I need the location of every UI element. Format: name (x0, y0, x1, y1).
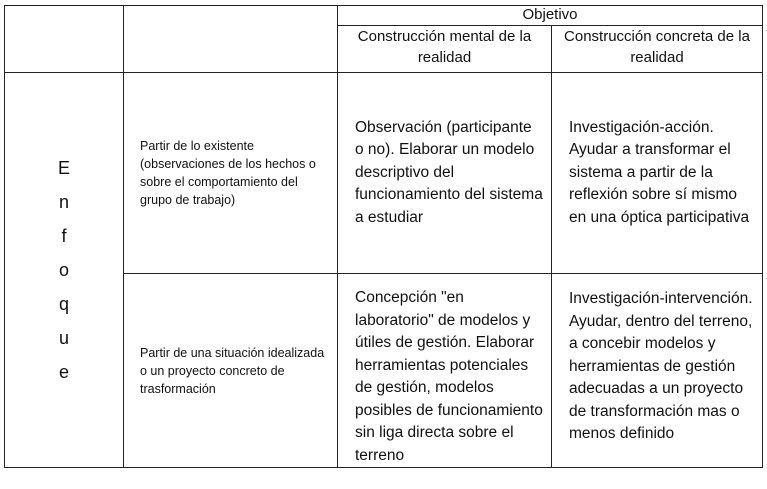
cell-idealized-mental: Concepción "en laboratorio" de modelos y útiles de gestión. Elaborar herramientas potenciales de gestión, modelos posibles de funcionamiento sin liga directa sobre el terreno (338, 274, 552, 468)
cell-existing-concrete: Investigación-acción. Ayudar a transformar el sistema a partir de la reflexión sobre sí mismo en una óptica participativa (552, 73, 763, 274)
row-label-existing: Partir de lo existente (observaciones de los hechos o sobre el comportamiento del grupo de trabajo) (124, 73, 338, 274)
column-header-concrete: Construcción concreta de la realidad (552, 26, 763, 73)
column-header-mental: Construcción mental de la realidad (338, 26, 552, 73)
approach-vertical-text (58, 151, 70, 389)
side-letter: f (61, 226, 67, 246)
side-letter: n (58, 192, 69, 212)
row-label-idealized: Partir de una situación idealizada o un proyecto concreto de trasformación (124, 274, 338, 468)
approach-side-label (5, 73, 124, 468)
approach-objective-table (4, 5, 763, 468)
empty-corner-cell-2 (124, 6, 338, 73)
side-letter: e (58, 362, 69, 382)
side-letter: E (57, 158, 70, 178)
side-letter: q (58, 294, 69, 314)
cell-idealized-concrete: Investigación-intervención. Ayudar, dentro del terreno, a concebir modelos y herramientas de gestión adecuadas a un proyecto de transformación mas o menos definido (552, 274, 763, 468)
side-letter: o (58, 260, 69, 280)
cell-existing-mental: Observación (participante o no). Elaborar un modelo descriptivo del funcionamiento del sistema a estudiar (338, 73, 552, 274)
empty-corner-cell (5, 6, 124, 73)
side-letter: u (58, 328, 69, 348)
objective-group-header: Objetivo (338, 6, 763, 26)
